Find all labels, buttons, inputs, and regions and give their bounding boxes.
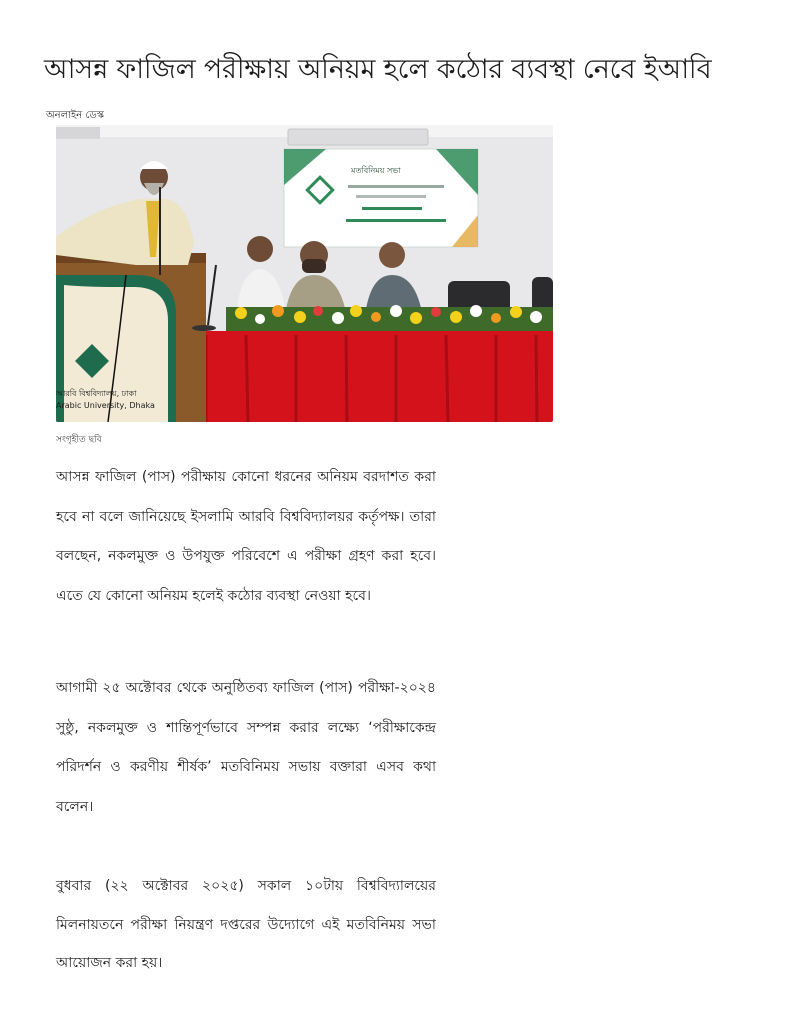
podium-english-text: Arabic University, Dhaka [56, 401, 155, 410]
podium [56, 253, 206, 422]
article-headline: আসন্ন ফাজিল পরীক্ষায় অনিয়ম হলে কঠোর ব্যবস্থা নেবে ইআবি [44, 54, 712, 85]
article-paragraph-3: বুধবার (২২ অক্টোবর ২০২৫) সকাল ১০টায় বিশ্ববিদ্যালয়ের মিলনায়তনে পরীক্ষা নিয়ন্ত্রণ দপ্তরের উদ্যোগে এই মতবিনিময় সভা আয়োজন করা হয়। [56, 878, 436, 971]
projection-banner [284, 149, 478, 247]
banner-title-text: মতবিনিময় সভা [351, 166, 401, 175]
red-tablecloth [156, 331, 553, 422]
article-byline: অনলাইন ডেস্ক [46, 110, 104, 121]
article-paragraph-1: আসন্ন ফাজিল (পাস) পরীক্ষায় কোনো ধরনের অনিয়ম বরদাশত করা হবে না বলে জানিয়েছে ইসলামি আরবি বিশ্ববিদ্যালয়র কর্তৃপক্ষ। তারা বলছেন, নকলমুক্ত ও উপযুক্ত পরিবেশে এ পরীক্ষা গ্রহণ করা হবে। এতে যে কোনো অনিয়ম হলেই কঠোর ব্যবস্থা নেওয়া হবে। [56, 469, 436, 604]
flower-arrangement [226, 305, 553, 335]
article-paragraph-2: আগামী ২৫ অক্টোবর থেকে অনুষ্ঠিতব্য ফাজিল (পাস) পরীক্ষা-২০২৪ সুষ্ঠু, নকলমুক্ত ও শান্তিপূর্ণভাবে সম্পন্ন করার লক্ষ্যে ‘পরীক্ষাকেন্দ্র পরিদর্শন ও করণীয় শীর্ষক’ মতবিনিময় সভায় বক্তারা এসব কথা বলেন। [56, 680, 436, 815]
podium-bangla-text: আরবি বিশ্ববিদ্যালয়, ঢাকা [56, 389, 137, 398]
photo-caption: সংগৃহীত ছবি [56, 435, 102, 445]
article-photo [56, 125, 553, 422]
